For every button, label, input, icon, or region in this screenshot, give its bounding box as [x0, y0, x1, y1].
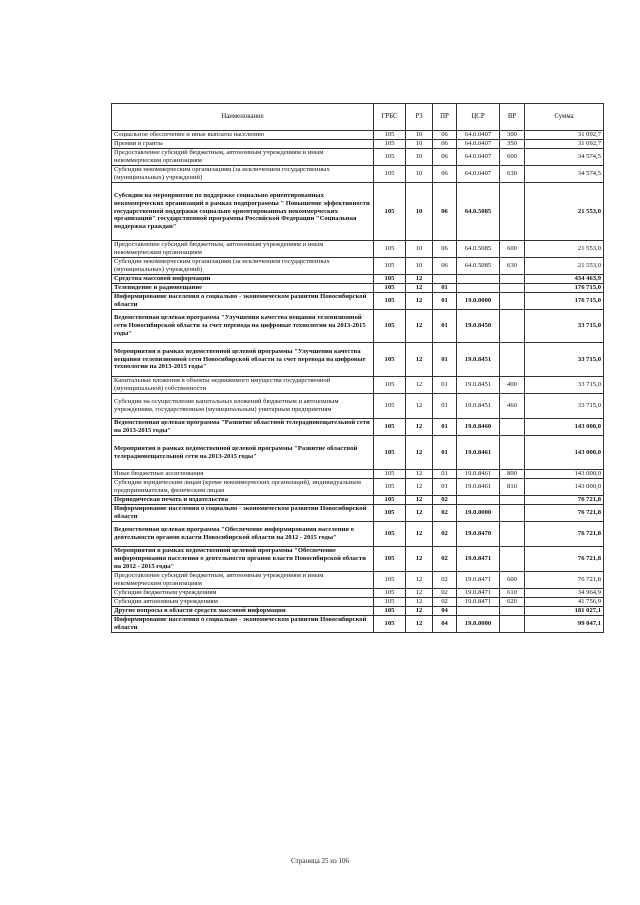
cell-sum: 33 715,0	[525, 394, 604, 419]
table-row	[112, 572, 604, 589]
cell-vr: 810	[500, 479, 525, 496]
cell-csr: 19.0.8451	[457, 377, 500, 394]
table-row	[112, 607, 604, 616]
cell-vr	[500, 436, 525, 470]
cell-csr: 19.0.8461	[457, 436, 500, 470]
cell-grbs: 105	[374, 258, 406, 275]
cell-grbs: 105	[374, 436, 406, 470]
cell-pr: 01	[433, 293, 457, 310]
cell-csr: 19.0.0000	[457, 505, 500, 522]
cell-name: Предоставление субсидий бюджетным, автономным учреждениям и иным некоммерческим организациям	[112, 572, 374, 589]
cell-sum: 434 463,9	[525, 275, 604, 284]
table-row	[112, 589, 604, 598]
cell-vr	[500, 310, 525, 343]
cell-name: Ведомственная целевая программа "Улучшения качества вещания телевизионной сети Новосибирской области за счет перевода на цифровые технологии на 2013-2015 годы"	[112, 310, 374, 343]
cell-sum: 21 553,0	[525, 241, 604, 258]
cell-sum: 31 092,7	[525, 131, 604, 140]
cell-name: Периодическая печать и издательства	[112, 496, 374, 505]
cell-csr: 19.0.8471	[457, 598, 500, 607]
table-row	[112, 183, 604, 241]
cell-vr	[500, 183, 525, 241]
cell-pr: 02	[433, 598, 457, 607]
cell-vr	[500, 522, 525, 547]
cell-grbs: 105	[374, 522, 406, 547]
cell-sum: 76 721,8	[525, 572, 604, 589]
cell-name: Субсидии бюджетным учреждениям	[112, 589, 374, 598]
cell-rz: 12	[406, 394, 433, 419]
cell-pr: 06	[433, 166, 457, 183]
cell-name: Субсидии на мероприятия по поддержке социально ориентированных некоммерческих организаций в рамках подпрограммы " Повышение эффективности государственной поддержки социально ориентированных некоммерческих организаций" государственной программы Российской Федерации "Социальная поддержка граждан"	[112, 183, 374, 241]
cell-grbs: 105	[374, 377, 406, 394]
cell-pr: 01	[433, 419, 457, 436]
cell-sum: 76 721,8	[525, 505, 604, 522]
cell-sum: 99 047,1	[525, 616, 604, 633]
cell-pr: 01	[433, 479, 457, 496]
table-row	[112, 419, 604, 436]
cell-vr: 630	[500, 166, 525, 183]
cell-rz: 12	[406, 479, 433, 496]
cell-csr: 64.0.0407	[457, 166, 500, 183]
cell-rz: 12	[406, 293, 433, 310]
table-row	[112, 598, 604, 607]
cell-pr: 06	[433, 241, 457, 258]
header-rz: РЗ	[406, 104, 433, 131]
cell-vr: 600	[500, 149, 525, 166]
cell-sum: 41 756,9	[525, 598, 604, 607]
cell-pr: 04	[433, 607, 457, 616]
cell-pr: 01	[433, 310, 457, 343]
cell-name: Субсидии некоммерческим организациям (за исключением государственных (муниципальных) учреждений)	[112, 166, 374, 183]
table-row	[112, 140, 604, 149]
cell-vr	[500, 419, 525, 436]
cell-pr: 02	[433, 496, 457, 505]
cell-name: Капитальные вложения в объекты недвижимого имущества государственной (муниципальной) собственности	[112, 377, 374, 394]
cell-grbs: 105	[374, 479, 406, 496]
cell-pr: 02	[433, 505, 457, 522]
cell-csr	[457, 284, 500, 293]
header-pr: ПР	[433, 104, 457, 131]
cell-pr: 01	[433, 343, 457, 377]
cell-grbs: 105	[374, 419, 406, 436]
cell-grbs: 105	[374, 607, 406, 616]
cell-csr	[457, 607, 500, 616]
cell-pr: 01	[433, 470, 457, 479]
cell-grbs: 105	[374, 616, 406, 633]
cell-pr: 06	[433, 140, 457, 149]
cell-sum: 33 715,0	[525, 343, 604, 377]
cell-pr: 02	[433, 589, 457, 598]
table-row	[112, 166, 604, 183]
cell-rz: 12	[406, 616, 433, 633]
table-row	[112, 394, 604, 419]
cell-grbs: 105	[374, 140, 406, 149]
cell-sum: 143 000,0	[525, 436, 604, 470]
table-row	[112, 547, 604, 572]
cell-grbs: 105	[374, 166, 406, 183]
cell-rz: 10	[406, 131, 433, 140]
cell-name: Информирование населения о социально - экономическом развитии Новосибирской области	[112, 505, 374, 522]
cell-rz: 12	[406, 284, 433, 293]
cell-pr: 02	[433, 572, 457, 589]
cell-grbs: 105	[374, 284, 406, 293]
cell-pr: 01	[433, 377, 457, 394]
cell-name: Средства массовой информации	[112, 275, 374, 284]
cell-csr: 64.0.5085	[457, 241, 500, 258]
cell-csr: 19.0.8471	[457, 572, 500, 589]
cell-vr	[500, 616, 525, 633]
cell-pr: 01	[433, 394, 457, 419]
cell-grbs: 105	[374, 505, 406, 522]
cell-grbs: 105	[374, 547, 406, 572]
cell-csr: 19.0.0000	[457, 293, 500, 310]
cell-grbs: 105	[374, 310, 406, 343]
cell-vr: 610	[500, 589, 525, 598]
cell-sum: 176 715,0	[525, 293, 604, 310]
cell-name: Информирование населения о социально - экономическом развитии Новосибирской области	[112, 293, 374, 310]
cell-name: Мероприятия в рамках ведомственной целевой программы "Обеспечение информирования населения о деятельности органов власти Новосибирской области на 2012 - 2015 годы"	[112, 547, 374, 572]
cell-csr: 64.0.5085	[457, 183, 500, 241]
table-row	[112, 293, 604, 310]
cell-name: Ведомственная целевая программа "Развитие областной телерадиовещательной сети на 2013-2015 годы"	[112, 419, 374, 436]
cell-sum: 21 553,0	[525, 183, 604, 241]
cell-vr: 300	[500, 131, 525, 140]
cell-sum: 34 964,9	[525, 589, 604, 598]
cell-sum: 21 553,0	[525, 258, 604, 275]
cell-sum: 76 721,8	[525, 496, 604, 505]
table-header-row	[112, 104, 604, 131]
cell-sum: 143 000,0	[525, 419, 604, 436]
cell-pr: 01	[433, 284, 457, 293]
cell-sum: 31 092,7	[525, 140, 604, 149]
cell-vr: 600	[500, 572, 525, 589]
cell-sum: 76 721,8	[525, 547, 604, 572]
cell-sum: 34 574,5	[525, 166, 604, 183]
cell-name: Субсидии некоммерческим организациям (за исключением государственных (муниципальных) учреждений)	[112, 258, 374, 275]
cell-csr: 19.0.8451	[457, 394, 500, 419]
header-name: Наименование	[112, 104, 374, 131]
cell-sum: 76 721,8	[525, 522, 604, 547]
cell-rz: 12	[406, 547, 433, 572]
cell-csr: 19.0.8471	[457, 589, 500, 598]
cell-csr: 19.0.0000	[457, 616, 500, 633]
cell-rz: 12	[406, 275, 433, 284]
cell-rz: 12	[406, 470, 433, 479]
cell-pr: 02	[433, 547, 457, 572]
cell-grbs: 105	[374, 394, 406, 419]
cell-name: Мероприятия в рамках ведомственной целевой программы "Развитие областной телерадиовещательной сети на 2013-2015 годы"	[112, 436, 374, 470]
table-row	[112, 275, 604, 284]
cell-rz: 12	[406, 310, 433, 343]
cell-grbs: 105	[374, 183, 406, 241]
table-row	[112, 479, 604, 496]
cell-rz: 10	[406, 241, 433, 258]
cell-rz: 12	[406, 572, 433, 589]
cell-rz: 10	[406, 140, 433, 149]
cell-sum: 33 715,0	[525, 310, 604, 343]
table-row	[112, 470, 604, 479]
cell-sum: 176 715,0	[525, 284, 604, 293]
cell-grbs: 105	[374, 598, 406, 607]
header-csr: ЦСР	[457, 104, 500, 131]
header-sum: Сумма	[525, 104, 604, 131]
cell-grbs: 105	[374, 293, 406, 310]
cell-name: Субсидии автономным учреждениям	[112, 598, 374, 607]
cell-name: Предоставление субсидий бюджетным, автономным учреждениям и иным некоммерческим организациям	[112, 149, 374, 166]
cell-rz: 12	[406, 598, 433, 607]
cell-pr: 06	[433, 149, 457, 166]
cell-rz: 12	[406, 419, 433, 436]
cell-csr: 19.0.8450	[457, 310, 500, 343]
cell-rz: 12	[406, 589, 433, 598]
cell-csr: 64.0.0407	[457, 149, 500, 166]
table-row	[112, 258, 604, 275]
cell-rz: 10	[406, 149, 433, 166]
cell-csr: 19.0.8471	[457, 547, 500, 572]
cell-vr: 350	[500, 140, 525, 149]
cell-vr: 620	[500, 598, 525, 607]
page-number: Страница 25 из 106	[291, 857, 349, 865]
cell-grbs: 105	[374, 275, 406, 284]
cell-csr: 19.0.8461	[457, 470, 500, 479]
cell-rz: 12	[406, 377, 433, 394]
cell-rz: 12	[406, 607, 433, 616]
cell-sum: 143 000,0	[525, 470, 604, 479]
cell-vr	[500, 496, 525, 505]
header-grbs: ГРБС	[374, 104, 406, 131]
cell-sum: 34 574,5	[525, 149, 604, 166]
cell-csr: 64.0.0407	[457, 140, 500, 149]
cell-vr: 630	[500, 258, 525, 275]
cell-vr	[500, 505, 525, 522]
cell-name: Премии и гранты	[112, 140, 374, 149]
cell-rz: 10	[406, 183, 433, 241]
table-row	[112, 436, 604, 470]
cell-rz: 10	[406, 258, 433, 275]
cell-csr: 64.0.5085	[457, 258, 500, 275]
cell-csr: 19.0.8451	[457, 343, 500, 377]
cell-rz: 10	[406, 166, 433, 183]
cell-grbs: 105	[374, 343, 406, 377]
cell-vr	[500, 547, 525, 572]
cell-name: Социальное обеспечение и иные выплаты населению	[112, 131, 374, 140]
cell-csr	[457, 496, 500, 505]
cell-grbs: 105	[374, 470, 406, 479]
cell-name: Субсидии юридическим лицам (кроме некоммерческих организаций), индивидуальным предпринимателям, физическим лицам	[112, 479, 374, 496]
cell-vr: 600	[500, 241, 525, 258]
cell-pr	[433, 275, 457, 284]
cell-grbs: 105	[374, 496, 406, 505]
cell-name: Телевидение и радиовещание	[112, 284, 374, 293]
cell-grbs: 105	[374, 149, 406, 166]
cell-pr: 06	[433, 258, 457, 275]
cell-rz: 12	[406, 496, 433, 505]
cell-grbs: 105	[374, 572, 406, 589]
cell-sum: 33 715,0	[525, 377, 604, 394]
cell-vr: 400	[500, 377, 525, 394]
cell-grbs: 105	[374, 589, 406, 598]
cell-name: Мероприятия в рамках ведомственной целевой программы "Улучшения качества вещания телевизионной сети Новосибирской области за счет перевода на цифровые технологии на 2013-2015 годы"	[112, 343, 374, 377]
cell-vr	[500, 275, 525, 284]
cell-vr	[500, 293, 525, 310]
cell-vr: 800	[500, 470, 525, 479]
cell-name: Ведомственная целевая программа "Обеспечение информирования населения о деятельности органов власти Новосибирской области на 2012 - 2015 годы"	[112, 522, 374, 547]
cell-pr: 06	[433, 183, 457, 241]
cell-rz: 12	[406, 505, 433, 522]
cell-vr	[500, 607, 525, 616]
cell-csr: 19.0.8461	[457, 479, 500, 496]
cell-name: Субсидии на осуществление капитальных вложений бюджетным и автономным учреждениям, государственным (муниципальным) унитарным предприятиям	[112, 394, 374, 419]
table-row	[112, 343, 604, 377]
cell-rz: 12	[406, 522, 433, 547]
table-row	[112, 377, 604, 394]
table-row	[112, 522, 604, 547]
cell-name: Иные бюджетные ассигнования	[112, 470, 374, 479]
cell-name: Другие вопросы в области средств массовой информации	[112, 607, 374, 616]
table-row	[112, 505, 604, 522]
table-body	[112, 131, 604, 633]
table-row	[112, 284, 604, 293]
cell-pr: 01	[433, 436, 457, 470]
cell-vr	[500, 284, 525, 293]
cell-pr: 04	[433, 616, 457, 633]
cell-rz: 12	[406, 343, 433, 377]
cell-vr	[500, 343, 525, 377]
cell-csr: 19.0.8470	[457, 522, 500, 547]
cell-name: Предоставление субсидий бюджетным, автономным учреждениям и иным некоммерческим организациям	[112, 241, 374, 258]
cell-csr: 19.0.8460	[457, 419, 500, 436]
table-row	[112, 241, 604, 258]
header-vr: ВР	[500, 104, 525, 131]
cell-sum: 181 027,1	[525, 607, 604, 616]
table-row	[112, 496, 604, 505]
cell-csr	[457, 275, 500, 284]
cell-csr: 64.0.0407	[457, 131, 500, 140]
cell-name: Информирование населения о социально - экономическом развитии Новосибирской области	[112, 616, 374, 633]
table-row	[112, 149, 604, 166]
table-row	[112, 616, 604, 633]
cell-grbs: 105	[374, 241, 406, 258]
cell-rz: 12	[406, 436, 433, 470]
cell-grbs: 105	[374, 131, 406, 140]
cell-sum: 143 000,0	[525, 479, 604, 496]
cell-vr: 460	[500, 394, 525, 419]
budget-table	[111, 103, 604, 633]
cell-pr: 02	[433, 522, 457, 547]
cell-pr: 06	[433, 131, 457, 140]
table-row	[112, 310, 604, 343]
table-row	[112, 131, 604, 140]
